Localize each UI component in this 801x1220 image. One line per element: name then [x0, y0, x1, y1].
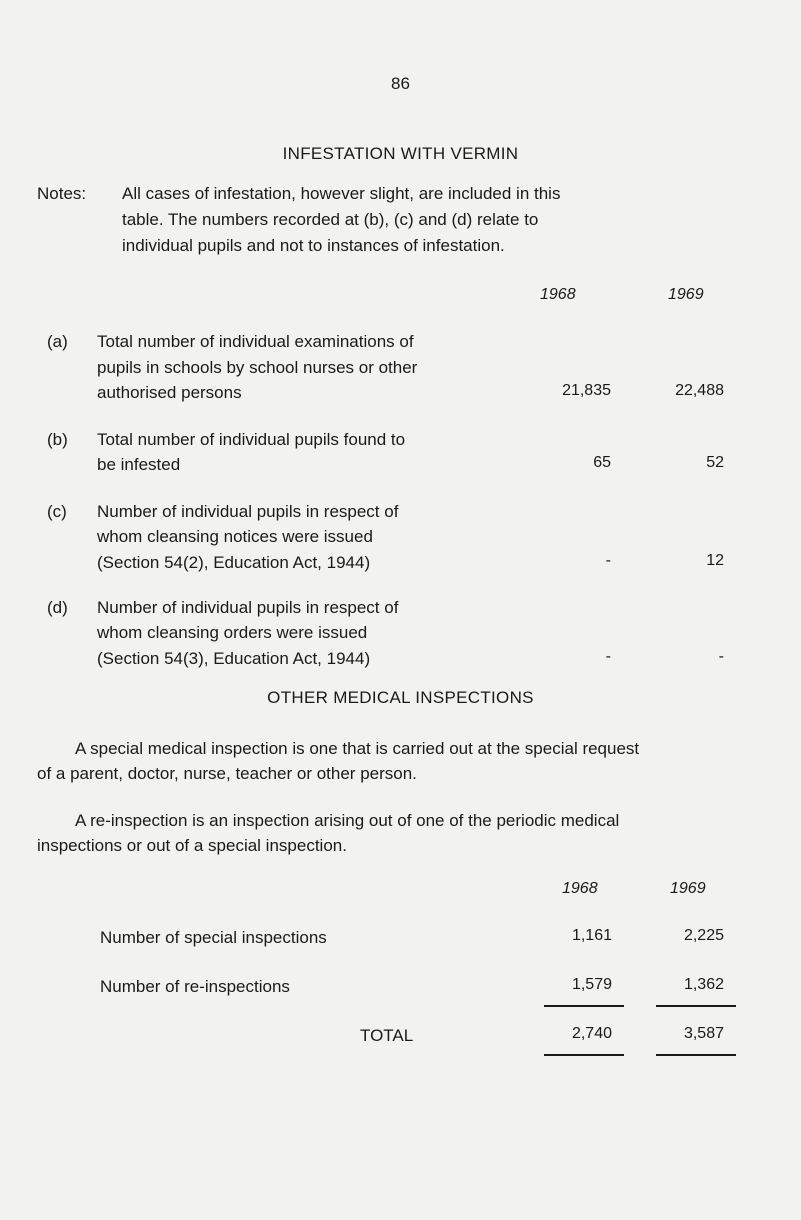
- value-1969: -: [718, 648, 724, 665]
- item-text-line: Total number of individual examinations of: [97, 332, 414, 351]
- notes-line: table. The numbers recorded at (b), (c) and (d) relate to: [122, 210, 539, 229]
- notes-label: Notes:: [37, 184, 87, 203]
- item-text-line: authorised persons: [97, 383, 242, 402]
- notes-line: All cases of infestation, however slight, are included in this: [122, 184, 561, 203]
- value-1968: 65: [593, 454, 611, 471]
- paragraph-special-inspection: A special medical inspection is one that is carried out at the special request: [75, 739, 640, 758]
- paragraph-special-inspection: of a parent, doctor, nurse, teacher or other person.: [37, 764, 417, 783]
- item-text-line: Total number of individual pupils found to: [97, 430, 406, 449]
- section-title-other-medical-inspections: OTHER MEDICAL INSPECTIONS: [267, 688, 534, 707]
- value-1969: 52: [706, 454, 724, 471]
- row-label: Number of re-inspections: [100, 977, 290, 996]
- value-1968: -: [605, 552, 611, 569]
- paragraph-re-inspection: inspections or out of a special inspection.: [37, 836, 347, 855]
- value-1969: 2,225: [683, 927, 724, 944]
- column-header-1969: 1969: [668, 286, 704, 303]
- column-header-1968: 1968: [562, 880, 598, 897]
- total-underline-1968: [544, 1054, 624, 1056]
- item-label: (d): [47, 598, 68, 617]
- total-1968: 2,740: [571, 1025, 612, 1042]
- item-text-line: (Section 54(3), Education Act, 1944): [97, 649, 371, 668]
- section-title-infestation: INFESTATION WITH VERMIN: [282, 144, 519, 163]
- value-1968: 1,161: [571, 927, 612, 944]
- item-text-line: (Section 54(2), Education Act, 1944): [97, 553, 371, 572]
- value-1969: 1,362: [683, 976, 724, 993]
- notes-line: individual pupils and not to instances of infestation.: [122, 236, 505, 255]
- sum-rule-1968: [544, 1005, 624, 1007]
- item-text-line: whom cleansing notices were issued: [97, 527, 373, 546]
- sum-rule-1969: [656, 1005, 736, 1007]
- value-1968: 1,579: [571, 976, 612, 993]
- column-header-1968: 1968: [540, 286, 576, 303]
- item-text-line: Number of individual pupils in respect of: [97, 598, 399, 617]
- value-1968: 21,835: [562, 382, 611, 399]
- total-1969: 3,587: [683, 1025, 724, 1042]
- item-label: (b): [47, 430, 68, 449]
- value-1969: 22,488: [675, 382, 724, 399]
- total-label: TOTAL: [360, 1026, 414, 1045]
- item-text-line: whom cleansing orders were issued: [97, 623, 368, 642]
- item-text-line: be infested: [97, 455, 181, 474]
- row-label: Number of special inspections: [100, 928, 327, 947]
- item-label: (a): [47, 332, 68, 351]
- paragraph-re-inspection: A re-inspection is an inspection arising out of one of the periodic medical: [75, 811, 620, 830]
- item-text-line: Number of individual pupils in respect of: [97, 502, 399, 521]
- page-number: 86: [391, 74, 410, 93]
- item-text-line: pupils in schools by school nurses or other: [97, 358, 418, 377]
- value-1968: -: [605, 648, 611, 665]
- total-underline-1969: [656, 1054, 736, 1056]
- value-1969: 12: [706, 552, 724, 569]
- item-label: (c): [47, 502, 67, 521]
- column-header-1969: 1969: [670, 880, 706, 897]
